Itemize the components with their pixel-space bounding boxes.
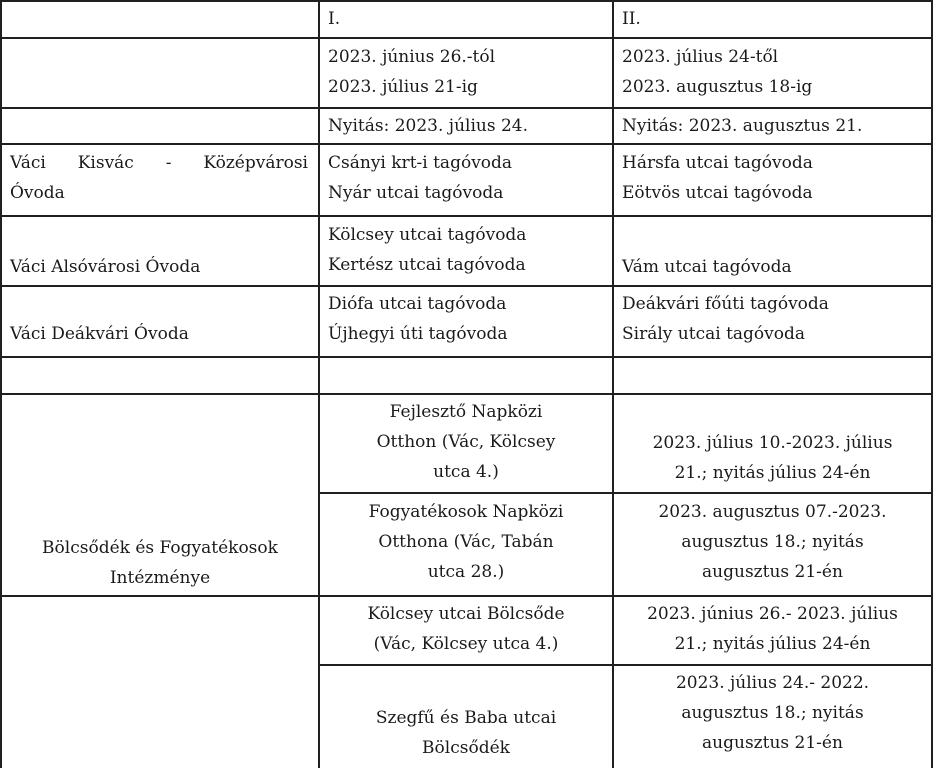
facility-line: Otthon (Vác, Kölcsey [376, 432, 556, 452]
fogyatekosok-facility [320, 497, 612, 587]
napkozi-facility [320, 397, 612, 487]
kindergarten-branch: Diófa utcai tagóvoda [328, 294, 507, 314]
period-1-end: 2023. július 21-ig [328, 77, 478, 97]
deakvari-period-1 [328, 289, 508, 349]
facility-line: utca 4.) [433, 462, 499, 482]
kindergarten-branch: Deákvári főúti tagóvoda [622, 294, 829, 314]
kisvac-name-word: - [165, 153, 172, 173]
row-divider [0, 356, 933, 358]
kindergarten-branch: Vám utcai tagóvoda [622, 257, 792, 277]
row-divider [318, 492, 933, 494]
kindergarten-branch: Kölcsey utcai tagóvoda [328, 225, 527, 245]
period-1-dates [328, 42, 495, 102]
period-2-end: 2023. augusztus 18-ig [622, 77, 813, 97]
deakvari-institution-name [10, 319, 189, 349]
kindergarten-branch: Újhegyi úti tagóvoda [328, 324, 508, 344]
alsovarosi-period-2 [622, 252, 792, 282]
facility-line: Fejlesztő Napközi [389, 402, 543, 422]
facility-line: Bölcsődék [422, 738, 510, 758]
closure-line: augusztus 18.; nyitás [681, 703, 864, 723]
closure-line: augusztus 21-én [702, 733, 843, 753]
bolcsodek-institution-name [2, 533, 318, 593]
period-1-start: 2023. június 26.-tól [328, 47, 496, 67]
alsovarosi-period-1 [328, 220, 526, 280]
facility-line: (Vác, Kölcsey utca 4.) [373, 634, 559, 654]
row-divider [0, 285, 933, 287]
bolcsodek-name-line: Bölcsődék és Fogyatékosok [42, 538, 278, 558]
kindergarten-branch: Kertész utcai tagóvoda [328, 255, 526, 275]
row-divider [0, 143, 933, 145]
row-divider [0, 595, 933, 597]
kisvac-period-1 [328, 148, 512, 208]
deakvari-name: Váci Deákvári Óvoda [10, 324, 189, 344]
header-period-1 [328, 4, 340, 34]
period-1-opening-text: Nyitás: 2023. július 24. [328, 116, 529, 136]
period-2-opening-text: Nyitás: 2023. augusztus 21. [622, 116, 863, 136]
closure-line: 21.; nyitás július 24-én [674, 634, 871, 654]
header-period-1-label: I. [328, 9, 341, 29]
facility-line: Szegfű és Baba utcai [375, 708, 557, 728]
szegfu-nursery-facility [320, 703, 612, 763]
row-divider [318, 664, 933, 666]
facility-line: Otthona (Vác, Tabán [378, 532, 554, 552]
kisvac-name-word: Középvárosi [203, 153, 308, 173]
row-divider [0, 393, 933, 395]
period-2-opening [622, 111, 862, 141]
bolcsodek-name-line: Intézménye [109, 568, 211, 588]
facility-line: Kölcsey utcai Bölcsőde [367, 604, 565, 624]
facility-line: utca 28.) [427, 562, 505, 582]
column-divider [0, 0, 2, 768]
kindergarten-branch: Nyár utcai tagóvoda [328, 183, 504, 203]
row-divider [0, 0, 933, 2]
kolcsey-nursery-facility [320, 599, 612, 659]
kisvac-name-line-2: Óvoda [10, 183, 65, 203]
alsovarosi-institution-name [10, 252, 200, 282]
kindergarten-branch: Sirály utcai tagóvoda [622, 324, 806, 344]
deakvari-period-2 [622, 289, 829, 349]
period-1-opening [328, 111, 528, 141]
kisvac-name-word: Kisvác [77, 153, 134, 173]
kisvac-institution-name [10, 148, 308, 208]
fogyatekosok-closure-dates [614, 497, 931, 587]
facility-line: Fogyatékosok Napközi [368, 502, 564, 522]
closure-line: 21.; nyitás július 24-én [674, 463, 871, 483]
kisvac-name-line-1 [10, 148, 308, 178]
header-period-2-label: II. [622, 9, 641, 29]
closure-line: 2023. július 10.-2023. július [652, 433, 893, 453]
kisvac-name-word: Váci [10, 153, 46, 173]
closure-line: augusztus 18.; nyitás [681, 532, 864, 552]
period-2-dates [622, 42, 812, 102]
szegfu-nursery-closure-dates [614, 668, 931, 758]
header-period-2 [622, 4, 641, 34]
kindergarten-branch: Eötvös utcai tagóvoda [622, 183, 813, 203]
kisvac-period-2 [622, 148, 813, 208]
kindergarten-branch: Hársfa utcai tagóvoda [622, 153, 813, 173]
kindergarten-branch: Csányi krt-i tagóvoda [328, 153, 513, 173]
closure-line: 2023. augusztus 07.-2023. [658, 502, 887, 522]
row-divider [0, 37, 933, 39]
period-2-start: 2023. július 24-től [622, 47, 779, 67]
napkozi-closure-dates [614, 428, 931, 488]
kolcsey-nursery-closure-dates [614, 599, 931, 659]
alsovarosi-name: Váci Alsóvárosi Óvoda [10, 257, 201, 277]
row-divider [0, 107, 933, 109]
closure-line: 2023. június 26.- 2023. július [647, 604, 898, 624]
closure-line: 2023. július 24.- 2022. [675, 673, 870, 693]
row-divider [0, 215, 933, 217]
closure-line: augusztus 21-én [702, 562, 843, 582]
